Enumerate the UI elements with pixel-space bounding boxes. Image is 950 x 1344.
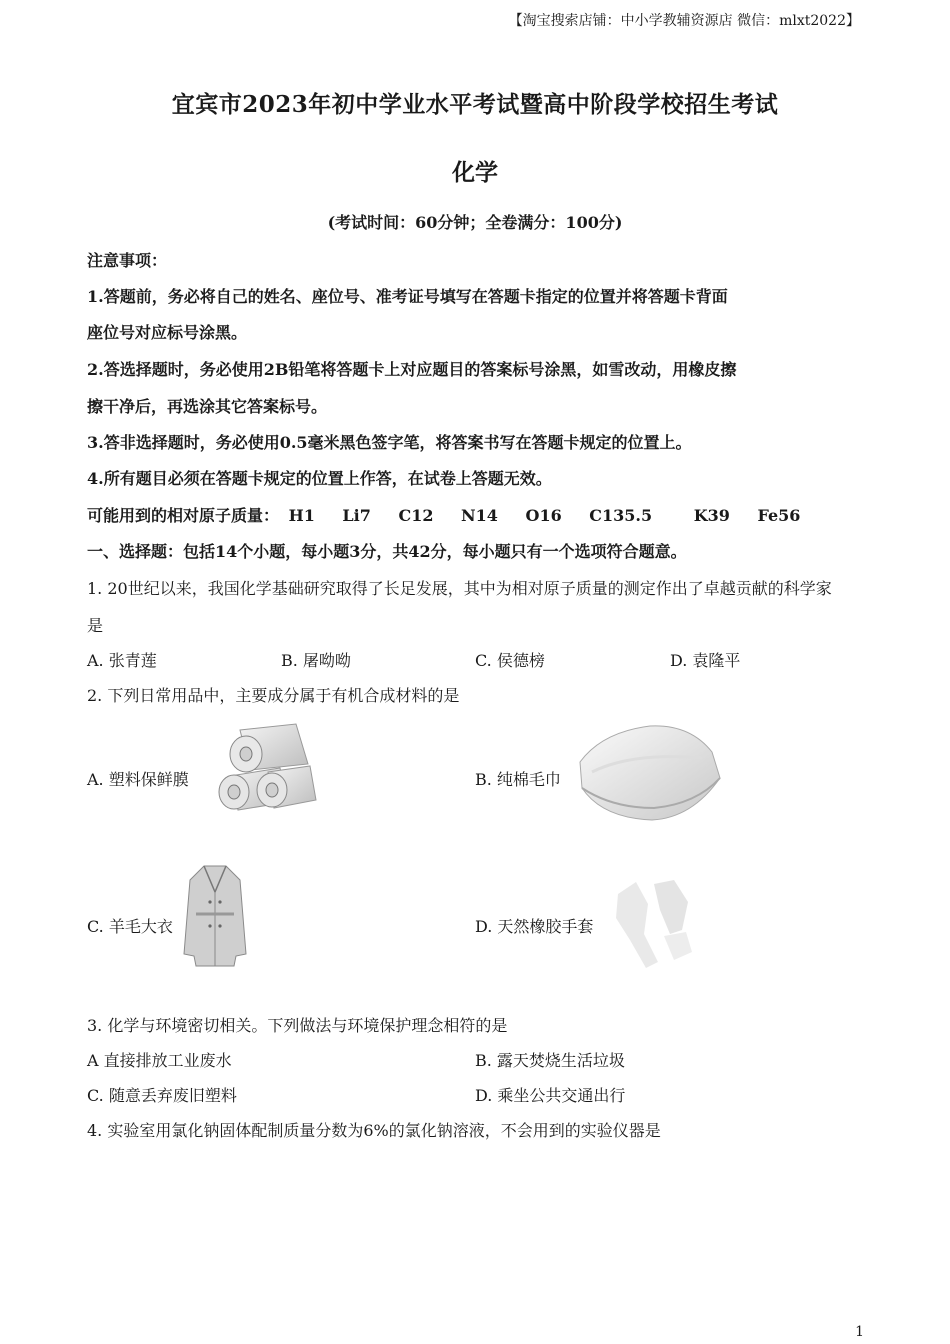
exam-title: 宜宾市2023年初中学业水平考试暨高中阶段学校招生考试 xyxy=(171,91,779,118)
notice-item-2-line-1: 2.答选择题时，务必使用2B铅笔将答题卡上对应题目的答案标号涂黑，如雪改动，用橡皮擦 xyxy=(87,360,737,379)
page-number: 1 xyxy=(855,1324,864,1340)
atomic-mass-cl: C135.5 xyxy=(589,506,653,525)
exam-info: (考试时间：60分钟；全卷满分：100分) xyxy=(327,213,623,232)
notice-item-2-line-2: 擦干净后，再选涂其它答案标号。 xyxy=(87,397,328,416)
q3-stem: 3. 化学与环境密切相关。下列做法与环境保护理念相符的是 xyxy=(87,1016,508,1035)
notice-item-4: 4.所有题目必须在答题卡规定的位置上作答，在试卷上答题无效。 xyxy=(87,469,552,488)
q3-option-b: B. 露天焚烧生活垃圾 xyxy=(475,1051,625,1070)
q1-stem-line-2: 是 xyxy=(87,616,104,635)
plastic-wrap-rolls-icon xyxy=(210,718,320,816)
atomic-mass-h: H1 xyxy=(288,506,315,525)
atomic-mass-o: O16 xyxy=(525,506,562,525)
wool-coat-icon xyxy=(182,862,248,970)
q2-option-b: B. 纯棉毛巾 xyxy=(475,770,561,789)
atomic-masses-label: 可能用到的相对原子质量： xyxy=(87,506,280,525)
rubber-gloves-icon xyxy=(608,874,700,972)
notice-item-1-line-1: 1.答题前，务必将自己的姓名、座位号、准考证号填写在答题卡指定的位置并将答题卡背面 xyxy=(87,287,728,306)
q1-option-b: B. 屠呦呦 xyxy=(281,651,351,670)
notice-heading: 注意事项： xyxy=(87,251,168,270)
q1-stem-line-1: 1. 20世纪以来，我国化学基础研究取得了长足发展，其中为相对原子质量的测定作出了卓越贡献的科学家 xyxy=(87,579,832,598)
atomic-mass-li: Li7 xyxy=(342,506,371,525)
q3-option-c: C. 随意丢弃废旧塑料 xyxy=(87,1086,237,1105)
q2-option-c: C. 羊毛大衣 xyxy=(87,917,173,936)
atomic-mass-k: K39 xyxy=(693,506,730,525)
q1-option-c: C. 侯德榜 xyxy=(475,651,545,670)
q3-option-d: D. 乘坐公共交通出行 xyxy=(475,1086,626,1105)
atomic-mass-fe: Fe56 xyxy=(757,506,801,525)
q4-stem: 4. 实验室用氯化钠固体配制质量分数为6%的氯化钠溶液，不会用到的实验仪器是 xyxy=(87,1121,661,1140)
towel-icon xyxy=(572,722,724,822)
notice-item-3: 3.答非选择题时，务必使用0.5毫米黑色签字笔，将答案书写在答题卡规定的位置上。 xyxy=(87,433,692,452)
q3-option-a: A 直接排放工业废水 xyxy=(87,1051,232,1070)
q2-option-a: A. 塑料保鲜膜 xyxy=(87,770,189,789)
q2-option-d: D. 天然橡胶手套 xyxy=(475,917,594,936)
q1-option-d: D. 袁隆平 xyxy=(670,651,741,670)
q2-stem: 2. 下列日常用品中，主要成分属于有机合成材料的是 xyxy=(87,686,460,705)
subject-title: 化学 xyxy=(452,159,498,186)
watermark-text: 【淘宝搜索店铺：中小学教辅资源店 微信：mlxt2022】 xyxy=(508,13,860,29)
atomic-mass-n: N14 xyxy=(461,506,498,525)
notice-item-1-line-2: 座位号对应标号涂黑。 xyxy=(87,323,248,342)
section-1-heading: 一、选择题：包括14个小题，每小题3分，共42分，每小题只有一个选项符合题意。 xyxy=(87,542,687,561)
atomic-mass-c: C12 xyxy=(398,506,434,525)
atomic-masses xyxy=(87,503,822,526)
q1-option-a: A. 张青莲 xyxy=(87,651,157,670)
